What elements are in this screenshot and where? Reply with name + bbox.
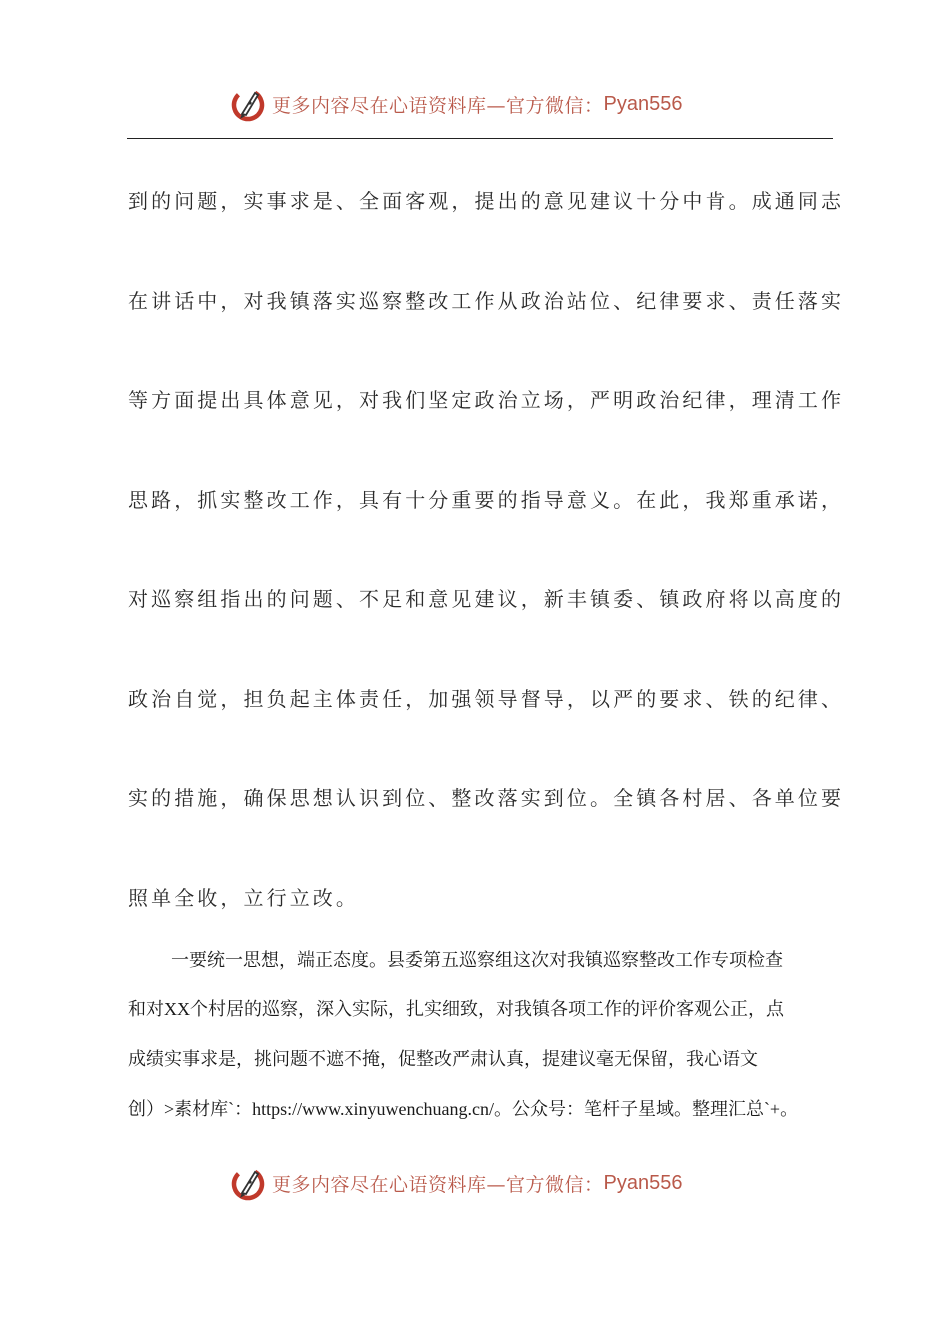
body-line: 到的问题，实事求是、全面客观，提出的意见建议十分中肯。成通同志 [128, 189, 845, 213]
banner-text: 更多内容尽在心语资料库—官方微信： [272, 1173, 604, 1196]
body-line: 思路，抓实整改工作，具有十分重要的指导意义。在此，我郑重承诺， [128, 488, 845, 512]
paragraph-line: 一要统一思想，端正态度。县委第五巡察组这次对我镇巡察整改工作专项检查 [171, 950, 783, 970]
quill-pen-logo-icon [228, 84, 268, 124]
header-banner [228, 82, 682, 126]
wechat-id: Pyan556 [603, 92, 683, 115]
body-line: 政治自觉，担负起主体责任，加强领导督导，以严的要求、铁的纪律、 [128, 687, 845, 711]
banner-text: 更多内容尽在心语资料库—官方微信： [272, 94, 604, 117]
body-line: 等方面提出具体意见，对我们坚定政治立场，严明政治纪律，理清工作 [128, 388, 845, 412]
paragraph-line: 和对XX个村居的巡察，深入实际，扎实细致，对我镇各项工作的评价客观公正，点 [128, 999, 784, 1019]
header-divider [127, 138, 833, 139]
paragraph-line: 成绩实事求是，挑问题不遮不掩，促整改严肃认真，提建议毫无保留，我心语文 [128, 1049, 758, 1069]
body-line: 照单全收，立行立改。 [128, 886, 359, 910]
body-line: 实的措施，确保思想认识到位、整改落实到位。全镇各村居、各单位要 [128, 786, 845, 810]
paragraph-line: 创）>素材库`：https://www.xinyuwenchuang.cn/。公众号：笔杆子星域。整理汇总`+。 [128, 1099, 799, 1119]
footer-banner [228, 1161, 682, 1205]
quill-pen-logo-icon [228, 1163, 268, 1203]
wechat-id: Pyan556 [603, 1171, 683, 1194]
body-line: 在讲话中，对我镇落实巡察整改工作从政治站位、纪律要求、责任落实 [128, 289, 845, 313]
body-line: 对巡察组指出的问题、不足和意见建议，新丰镇委、镇政府将以高度的 [128, 587, 845, 611]
